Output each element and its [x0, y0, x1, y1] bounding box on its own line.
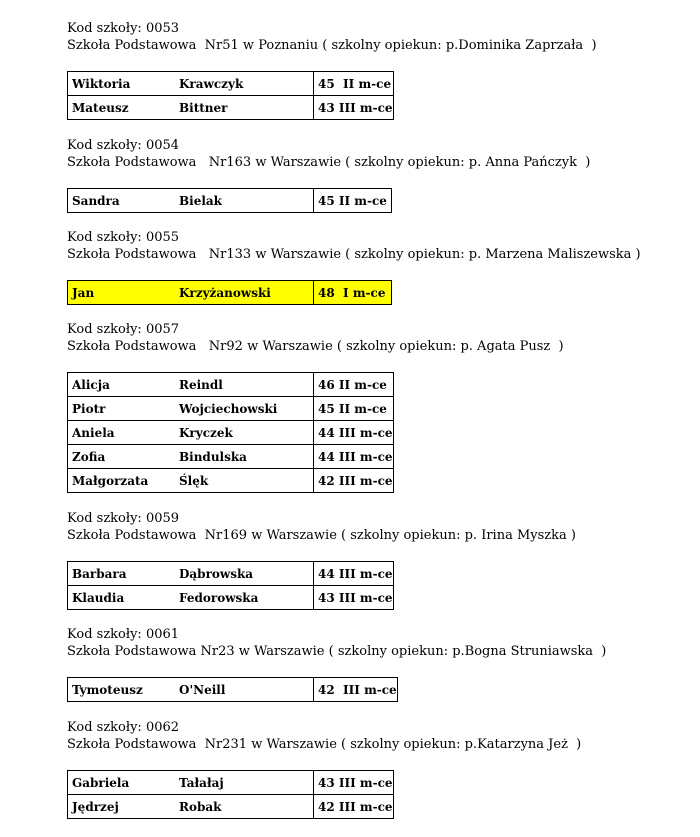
student-first-name: Piotr: [68, 397, 176, 421]
student-first-name: Jędrzej: [68, 795, 176, 819]
school-code: Kod szkoły: 0062: [67, 720, 180, 735]
student-first-name: Gabriela: [68, 771, 176, 795]
table-row: [68, 96, 394, 120]
students-table: [67, 71, 394, 120]
school-code: Kod szkoły: 0061: [67, 627, 180, 642]
school-code: Kod szkoły: 0053: [67, 21, 180, 36]
school-name: Szkoła Podstawowa Nr23 w Warszawie ( szkolny opiekun: p.Bogna Struniawska ): [67, 644, 607, 659]
students-table: [67, 677, 398, 702]
student-first-name: Tymoteusz: [68, 678, 176, 702]
table-row: [68, 469, 394, 493]
student-score: 42 III m-ce: [314, 469, 394, 493]
student-last-name: Kryczek: [175, 421, 314, 445]
school-name: Szkoła Podstawowa Nr92 w Warszawie ( szkolny opiekun: p. Agata Pusz ): [67, 339, 564, 354]
school-section-0061: [67, 626, 627, 702]
student-last-name: Krawczyk: [175, 72, 314, 96]
table-row: [68, 189, 392, 213]
student-last-name: Bielak: [175, 189, 314, 213]
student-first-name: Alicja: [68, 373, 176, 397]
table-row: [68, 586, 394, 610]
table-row: [68, 445, 394, 469]
table-row: [68, 397, 394, 421]
school-code: Kod szkoły: 0059: [67, 511, 180, 526]
school-section-0059: [67, 510, 627, 610]
student-score: 42 III m-ce: [314, 678, 398, 702]
student-first-name: Wiktoria: [68, 72, 176, 96]
school-section-0057: [67, 321, 627, 493]
student-last-name: Dąbrowska: [175, 562, 314, 586]
student-score: 46 II m-ce: [314, 373, 394, 397]
table-row: [68, 562, 394, 586]
student-first-name: Zofia: [68, 445, 176, 469]
student-last-name: Fedorowska: [175, 586, 314, 610]
table-row: [68, 421, 394, 445]
table-row: [68, 72, 394, 96]
school-name: Szkoła Podstawowa Nr133 w Warszawie ( szkolny opiekun: p. Marzena Maliszewska ): [67, 247, 641, 262]
student-last-name: Robak: [175, 795, 314, 819]
student-first-name: Jan: [68, 281, 176, 305]
student-last-name: Ślęk: [175, 469, 314, 493]
table-row: [68, 795, 394, 819]
student-last-name: Bittner: [175, 96, 314, 120]
school-code: Kod szkoły: 0055: [67, 230, 180, 245]
table-row: [68, 678, 398, 702]
school-code: Kod szkoły: 0057: [67, 322, 180, 337]
student-score: 43 III m-ce: [314, 586, 394, 610]
school-section-0054: [67, 137, 627, 213]
school-name: Szkoła Podstawowa Nr51 w Poznaniu ( szkolny opiekun: p.Dominika Zaprzała ): [67, 38, 597, 53]
student-last-name: Wojciechowski: [175, 397, 314, 421]
student-last-name: Tałałaj: [175, 771, 314, 795]
student-first-name: Małgorzata: [68, 469, 176, 493]
student-score: 43 III m-ce: [314, 771, 394, 795]
school-code: Kod szkoły: 0054: [67, 138, 180, 153]
school-name: Szkoła Podstawowa Nr231 w Warszawie ( szkolny opiekun: p.Katarzyna Jeż ): [67, 737, 582, 752]
student-score: 45 II m-ce: [314, 72, 394, 96]
student-first-name: Mateusz: [68, 96, 176, 120]
students-table: [67, 188, 392, 213]
students-table: [67, 372, 394, 493]
school-name: Szkoła Podstawowa Nr163 w Warszawie ( szkolny opiekun: p. Anna Pańczyk ): [67, 155, 591, 170]
student-score: 45 II m-ce: [314, 189, 392, 213]
student-last-name: Reindl: [175, 373, 314, 397]
school-section-0053: [67, 20, 627, 120]
school-section-0055: [67, 229, 641, 305]
student-last-name: Bindulska: [175, 445, 314, 469]
student-last-name: Krzyżanowski: [175, 281, 314, 305]
student-score: 48 I m-ce: [314, 281, 392, 305]
student-first-name: Klaudia: [68, 586, 176, 610]
student-score: 44 III m-ce: [314, 562, 394, 586]
student-first-name: Aniela: [68, 421, 176, 445]
table-row: [68, 373, 394, 397]
school-name: Szkoła Podstawowa Nr169 w Warszawie ( szkolny opiekun: p. Irina Myszka ): [67, 528, 576, 543]
student-last-name: O'Neill: [175, 678, 314, 702]
table-row-highlighted: [68, 281, 392, 305]
student-first-name: Sandra: [68, 189, 176, 213]
student-score: 45 II m-ce: [314, 397, 394, 421]
students-table: [67, 770, 394, 819]
student-score: 42 III m-ce: [314, 795, 394, 819]
student-first-name: Barbara: [68, 562, 176, 586]
student-score: 44 III m-ce: [314, 421, 394, 445]
school-section-0062: [67, 719, 627, 819]
student-score: 43 III m-ce: [314, 96, 394, 120]
table-row: [68, 771, 394, 795]
students-table: [67, 561, 394, 610]
students-table: [67, 280, 392, 305]
student-score: 44 III m-ce: [314, 445, 394, 469]
